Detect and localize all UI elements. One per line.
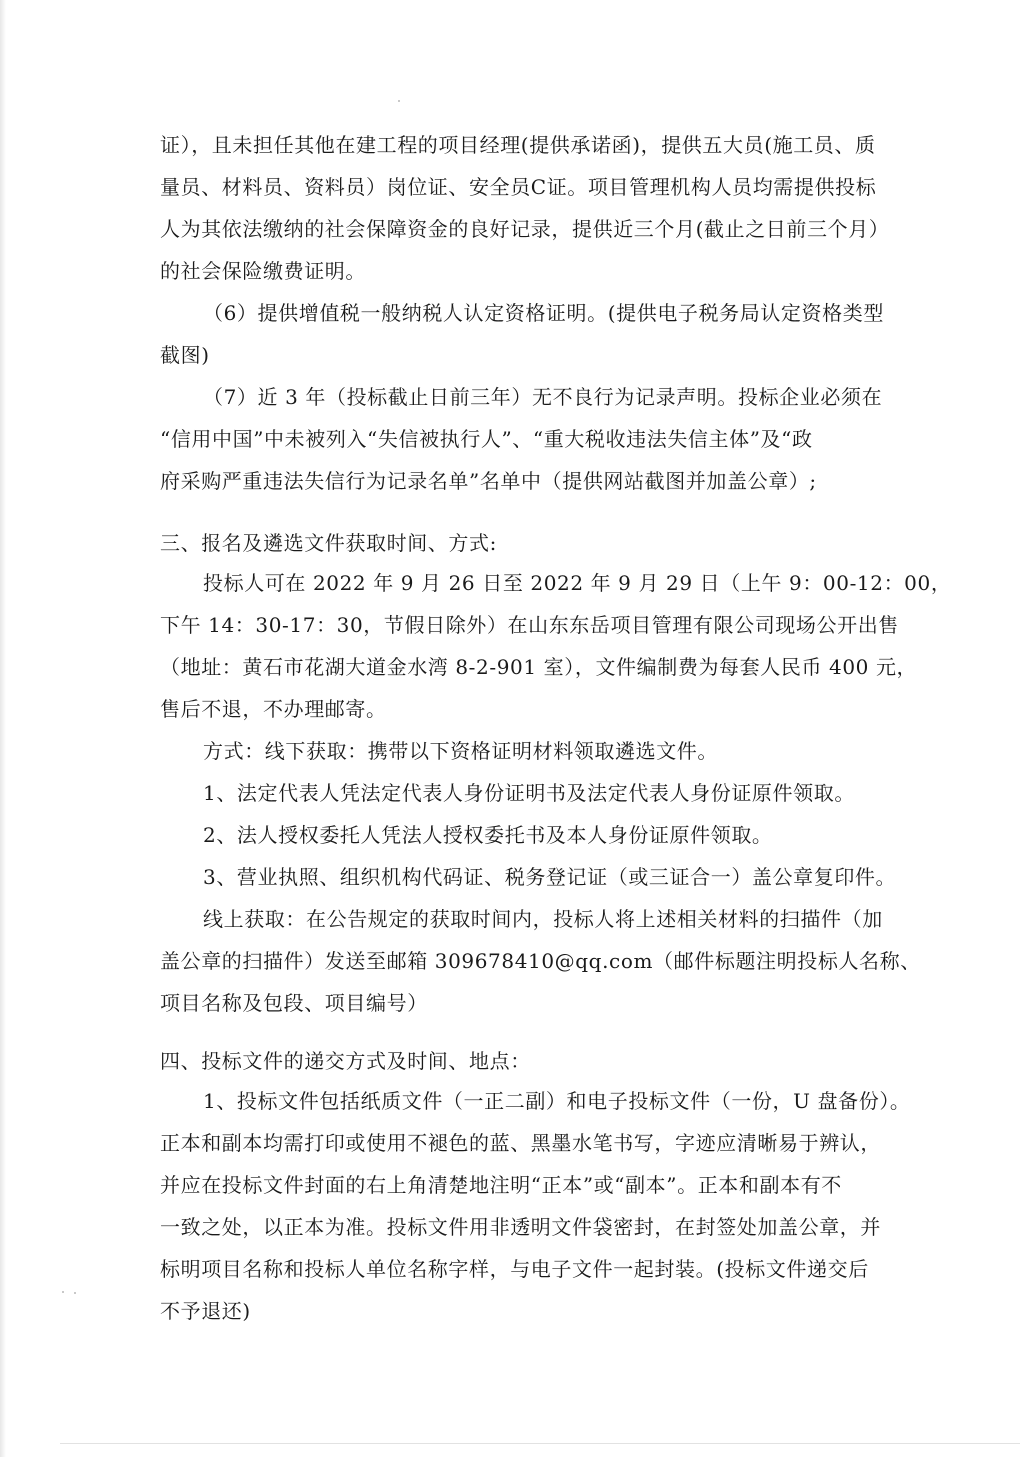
list-item: 1、法定代表人凭法定代表人身份证明书及法定代表人身份证原件领取。 xyxy=(203,781,855,805)
paragraph-line: 项目名称及包段、项目编号） xyxy=(160,991,428,1015)
paragraph-line: 方式：线下获取：携带以下资格证明材料领取遴选文件。 xyxy=(203,739,718,763)
list-item: 2、法人授权委托人凭法人授权委托书及本人身份证原件领取。 xyxy=(203,823,773,847)
section-heading-3: 三、报名及遴选文件获取时间、方式: xyxy=(160,531,497,555)
scan-speck xyxy=(398,100,400,102)
paragraph-line: 证），且未担任其他在建工程的项目经理(提供承诺函)，提供五大员(施工员、质 xyxy=(160,133,876,157)
scan-edge-shadow xyxy=(0,0,6,1457)
list-item: 3、营业执照、组织机构代码证、税务登记证（或三证合一）盖公章复印件。 xyxy=(203,865,897,889)
paragraph-line: （7）近 3 年（投标截止日前三年）无不良行为记录声明。投标企业必须在 xyxy=(203,385,883,409)
paragraph-line: 府采购严重违法失信行为记录名单”名单中（提供网站截图并加盖公章）; xyxy=(160,469,817,493)
paragraph-line: 1、投标文件包括纸质文件（一正二副）和电子投标文件（一份，U 盘备份）。 xyxy=(203,1089,911,1113)
scan-speck xyxy=(74,1292,76,1294)
scan-speck xyxy=(62,1291,64,1293)
paragraph-line: 不予退还) xyxy=(160,1299,251,1323)
paragraph-line: （地址：黄石市花湖大道金水湾 8-2-901 室），文件编制费为每套人民币 400 元， xyxy=(160,655,918,679)
paragraph-line: 并应在投标文件封面的右上角清楚地注明“正本”或“副本”。正本和副本有不 xyxy=(160,1173,842,1197)
paragraph-line: 量员、材料员、资料员）岗位证、安全员C证。项目管理机构人员均需提供投标 xyxy=(160,175,877,199)
paragraph-line: 标明项目名称和投标人单位名称字样，与电子文件一起封装。(投标文件递交后 xyxy=(160,1257,869,1281)
paragraph-line: 一致之处，以正本为准。投标文件用非透明文件袋密封，在封签处加盖公章，并 xyxy=(160,1215,881,1239)
scan-bottom-edge xyxy=(60,1443,1020,1444)
paragraph-line: （6）提供增值税一般纳税人认定资格证明。(提供电子税务局认定资格类型 xyxy=(203,301,884,325)
paragraph-line: 正本和副本均需打印或使用不褪色的蓝、黑墨水笔书写，字迹应清晰易于辨认， xyxy=(160,1131,881,1155)
section-heading-4: 四、投标文件的递交方式及时间、地点： xyxy=(160,1049,531,1073)
paragraph-line: 盖公章的扫描件）发送至邮箱 309678410@qq.com（邮件标题注明投标人名称、 xyxy=(160,949,921,973)
paragraph-line: 下午 14：30-17：30，节假日除外）在山东东岳项目管理有限公司现场公开出售 xyxy=(160,613,899,637)
paragraph-line: 人为其依法缴纳的社会保障资金的良好记录，提供近三个月(截止之日前三个月） xyxy=(160,217,890,241)
paragraph-line: 截图) xyxy=(160,343,210,367)
paragraph-line: 售后不退，不办理邮寄。 xyxy=(160,697,387,721)
paragraph-line: 的社会保险缴费证明。 xyxy=(160,259,366,283)
paragraph-line: 线上获取：在公告规定的获取时间内，投标人将上述相关材料的扫描件（加 xyxy=(203,907,883,931)
paragraph-line: “信用中国”中未被列入“失信被执行人”、“重大税收违法失信主体”及“政 xyxy=(160,427,813,451)
paragraph-line: 投标人可在 2022 年 9 月 26 日至 2022 年 9 月 29 日（上午 9：00-12：00， xyxy=(203,571,952,595)
